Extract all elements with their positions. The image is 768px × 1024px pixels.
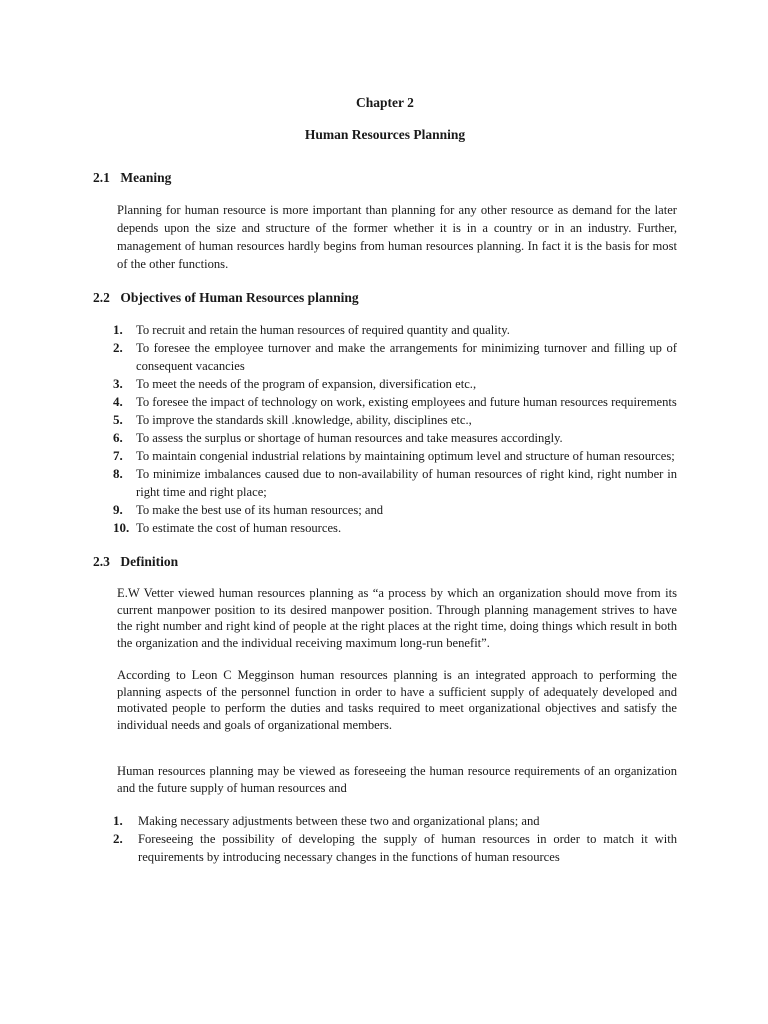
list-item-number: 4. xyxy=(113,394,123,409)
chapter-label: Chapter 2 xyxy=(356,95,414,110)
list-item xyxy=(93,812,677,830)
list-item xyxy=(93,321,677,339)
list-item-number: 8. xyxy=(113,466,123,481)
list-item-number: 3. xyxy=(113,376,123,391)
section-title: Definition xyxy=(120,554,179,569)
list-item-text: To minimize imbalances caused due to non-availability of human resources of right kind, right number in right time and right place; xyxy=(136,467,677,499)
list-item-text: To estimate the cost of human resources. xyxy=(136,521,342,535)
section-title: Meaning xyxy=(120,170,172,185)
paragraph-spacer xyxy=(93,749,677,763)
definition-list xyxy=(93,812,677,866)
objectives-list xyxy=(93,321,677,537)
chapter-title: Human Resources Planning xyxy=(304,127,466,142)
list-item-number: 1. xyxy=(113,813,123,828)
list-item-text: To foresee the employee turnover and make the arrangements for minimizing turnover and filling up of consequent vacancies xyxy=(136,341,677,373)
list-item xyxy=(93,465,677,501)
list-item-number: 10. xyxy=(113,520,130,535)
list-item xyxy=(93,375,677,393)
list-item xyxy=(93,501,677,519)
list-item-text: To make the best use of its human resources; and xyxy=(136,503,384,517)
list-item xyxy=(93,429,677,447)
list-item-number: 7. xyxy=(113,448,123,463)
definition-summary-paragraph: Human resources planning may be viewed as foreseeing the human resource requirements of an organization and the future supply of human resources and xyxy=(117,764,677,795)
list-item xyxy=(93,447,677,465)
list-item xyxy=(93,830,677,866)
list-item-text: Making necessary adjustments between these two and organizational plans; and xyxy=(138,814,540,828)
section-number: 2.1 xyxy=(93,170,110,185)
list-item-number: 2. xyxy=(113,340,123,355)
list-item-number: 9. xyxy=(113,502,123,517)
section-heading-objectives xyxy=(93,289,677,307)
list-item-text: To assess the surplus or shortage of human resources and take measures accordingly. xyxy=(136,431,563,445)
list-item-text: Foreseeing the possibility of developing the supply of human resources in order to match it with requirements by introducing necessary changes in the functions of human resources xyxy=(138,832,677,864)
section-number: 2.2 xyxy=(93,290,110,305)
list-item-text: To improve the standards skill .knowledge, ability, disciplines etc., xyxy=(136,413,472,427)
list-item xyxy=(93,393,677,411)
list-item xyxy=(93,339,677,375)
section-heading-meaning xyxy=(93,169,677,187)
list-item-number: 2. xyxy=(113,831,123,846)
section-heading-definition xyxy=(93,553,677,571)
list-item-number: 6. xyxy=(113,430,123,445)
section-title: Objectives of Human Resources planning xyxy=(120,290,359,305)
section-number: 2.3 xyxy=(93,554,110,569)
list-item-text: To recruit and retain the human resources of required quantity and quality. xyxy=(136,323,510,337)
list-item xyxy=(93,519,677,537)
list-item-text: To foresee the impact of technology on work, existing employees and future human resources requirements xyxy=(136,395,677,409)
list-item-number: 5. xyxy=(113,412,123,427)
list-item xyxy=(93,411,677,429)
list-item-number: 1. xyxy=(113,322,123,337)
definition-megginson-paragraph: According to Leon C Megginson human resources planning is an integrated approach to performing the planning aspects of the personnel function in order to have a sufficient supply of adequately developed and motivated people to perform the duties and tasks required to meet organizational objectives and satisfy the individual needs and goals of organizational members. xyxy=(117,668,677,732)
list-item-text: To maintain congenial industrial relations by maintaining optimum level and structure of human resources; xyxy=(136,449,675,463)
definition-vetter-paragraph: E.W Vetter viewed human resources planning as “a process by which an organization should move from its current manpower position to its desired manpower position. Through planning management strives to have the right number and right kind of people at the right places at the right time, doing things which result in both the organization and the individual receiving maximum long-run benefit”. xyxy=(117,586,677,650)
list-item-text: To meet the needs of the program of expansion, diversification etc., xyxy=(136,377,477,391)
meaning-paragraph: Planning for human resource is more important than planning for any other resource as demand for the later depends upon the size and structure of the former whether it is in a country or in an industry. Further, management of human resources hardly begins from human resources planning. In fact it is the basis for most of the other functions. xyxy=(117,203,677,271)
